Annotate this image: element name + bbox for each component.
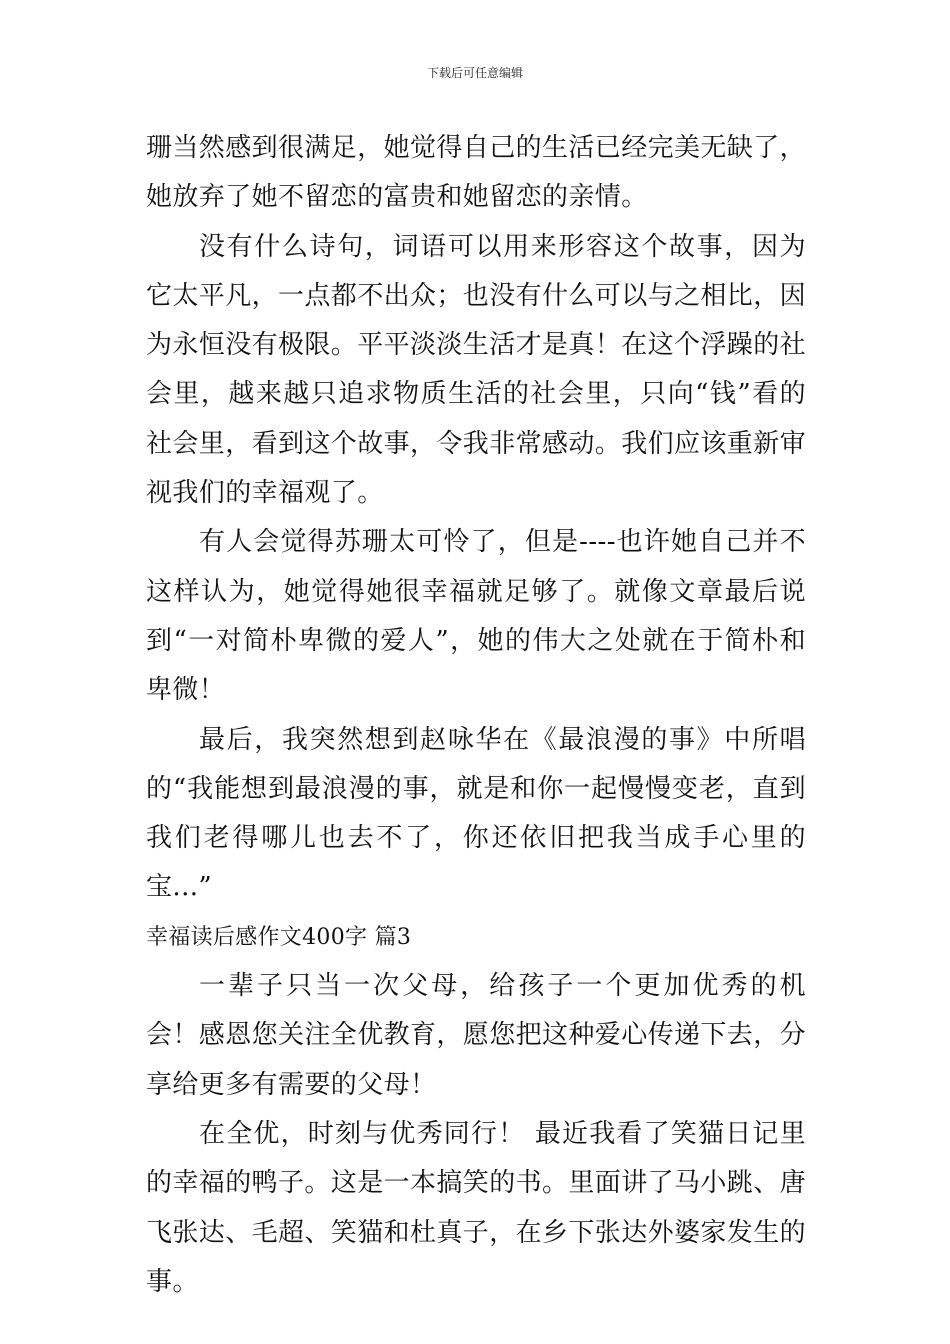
paragraph-continuation: 珊当然感到很满足，她觉得自己的生活已经完美无缺了，她放弃了她不留恋的富贵和她留恋的亲情。 (146, 133, 807, 213)
paragraph-diary: 在全优，时刻与优秀同行！ 最近我看了笑猫日记里的幸福的鸭子。这是一本搞笑的书。里面讲了马小跳、唐飞张达、毛超、笑猫和杜真子，在乡下张达外婆家发生的事。 (146, 1118, 807, 1297)
paragraph-reflection: 没有什么诗句，词语可以用来形容这个故事，因为它太平凡，一点都不出众；也没有什么可以与之相比，因为永恒没有极限。平平淡淡生活才是真！在这个浮躁的社会里，越来越只追求物质生活的社会里，只向“钱”看的社会里，看到这个故事，令我非常感动。我们应该重新审视我们的幸福观了。 (146, 231, 807, 509)
paragraph-susan: 有人会觉得苏珊太可怜了，但是----也许她自己并不这样认为，她觉得她很幸福就足够了。就像文章最后说到“一对简朴卑微的爱人”，她的伟大之处就在于简朴和卑微！ (146, 527, 806, 706)
page-header-note: 下载后可任意编辑 (426, 66, 523, 80)
paragraph-song-quote: 最后，我突然想到赵咏华在《最浪漫的事》中所唱的“我能想到最浪漫的事，就是和你一起慢慢变老，直到我们老得哪儿也去不了，你还依旧把我当成手心里的宝...” (146, 724, 806, 903)
paragraph-promo: 一辈子只当一次父母，给孩子一个更加优秀的机会！感恩您关注全优教育，愿您把这种爱心传递下去，分享给更多有需要的父母！ (146, 971, 807, 1100)
section-heading: 幸福读后感作文400字 篇3 (146, 924, 412, 950)
document-body (146, 124, 806, 1307)
